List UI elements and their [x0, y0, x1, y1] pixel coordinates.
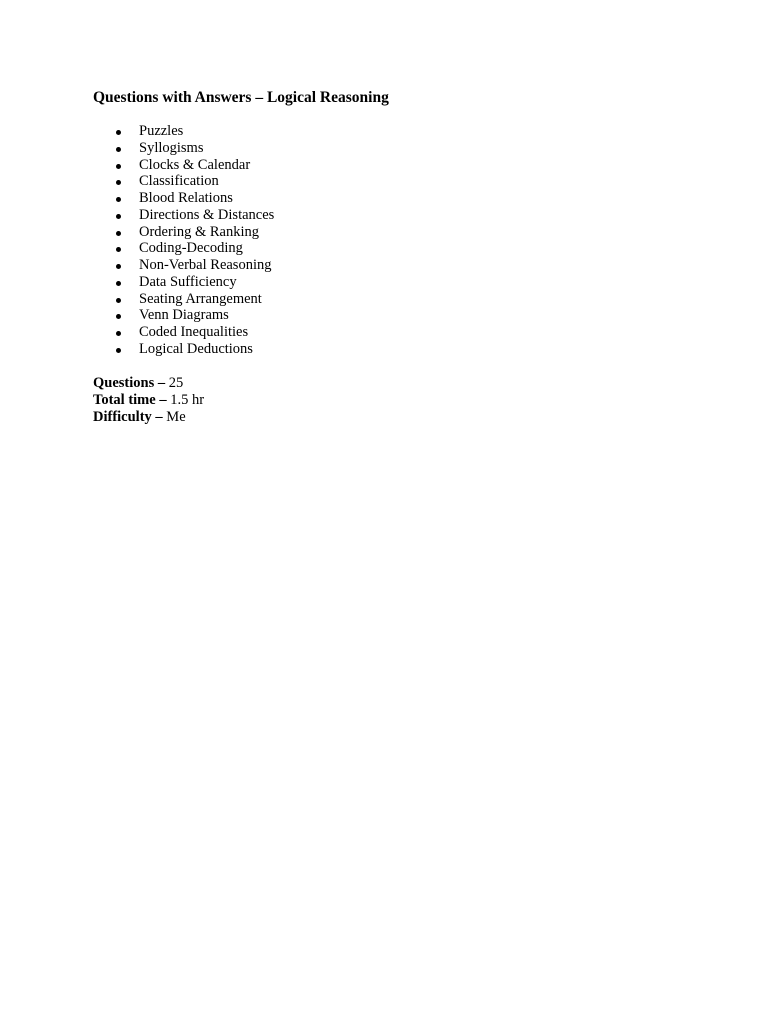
topic-label: Ordering & Ranking — [139, 223, 260, 240]
test-details — [93, 375, 204, 425]
questions-label: Questions – — [93, 375, 166, 391]
questions-row — [93, 375, 204, 392]
difficulty-row — [93, 409, 204, 426]
bullet-icon — [116, 231, 121, 236]
bullet-icon — [116, 348, 121, 353]
total-time-row — [93, 392, 204, 409]
topic-label: Coded Inequalities — [139, 324, 249, 340]
document-title: Questions with Answers – Logical Reasoning — [93, 89, 389, 106]
topic-label: Non-Verbal Reasoning — [139, 257, 272, 273]
bullet-icon — [116, 298, 121, 303]
bullet-icon — [116, 314, 121, 319]
topic-label: Clocks & Calendar — [139, 156, 251, 173]
bullet-icon — [116, 147, 121, 152]
topic-label: Directions & Distances — [139, 206, 275, 223]
topic-label: Seating Arrangement — [139, 290, 262, 307]
bullet-icon — [116, 130, 121, 135]
bullet-icon — [116, 214, 121, 219]
difficulty-value: Me — [166, 408, 186, 425]
topic-label: Coding-Decoding — [139, 240, 243, 257]
topic-label: Data Sufficiency — [139, 273, 237, 290]
topic-label: Blood Relations — [139, 190, 233, 206]
bullet-icon — [116, 331, 121, 336]
topic-label: Classification — [139, 173, 219, 190]
bullet-icon — [116, 247, 121, 252]
questions-value: 25 — [168, 375, 184, 391]
total-time-value: 1.5 hr — [170, 391, 205, 408]
bullet-icon — [116, 197, 121, 202]
difficulty-label: Difficulty – — [93, 408, 163, 425]
topic-label: Syllogisms — [139, 139, 204, 156]
bullet-icon — [116, 180, 121, 185]
topic-label: Puzzles — [139, 123, 184, 139]
bullet-icon — [116, 281, 121, 286]
topic-label: Logical Deductions — [139, 340, 253, 357]
bullet-icon — [116, 164, 121, 169]
topic-label: Venn Diagrams — [139, 307, 229, 324]
total-time-label: Total time – — [93, 391, 167, 408]
bullet-icon — [116, 264, 121, 269]
